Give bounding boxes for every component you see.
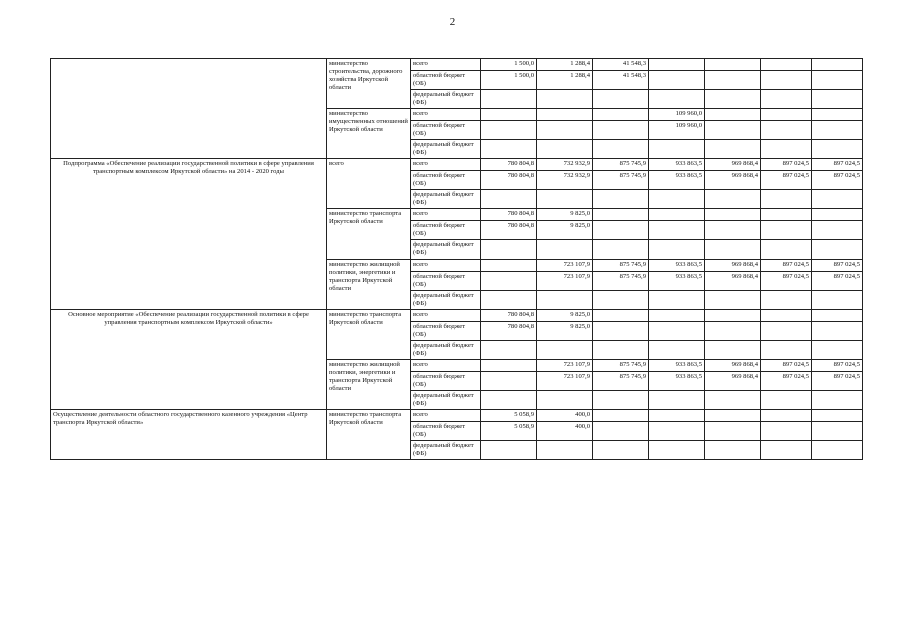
amount-cell [649, 59, 705, 71]
funding-source-cell: всего [411, 109, 481, 121]
amount-cell: 5 058,9 [481, 409, 537, 421]
executor-cell: министерство жилищной политики, энергетики и транспорта Иркутской области [327, 259, 411, 309]
amount-cell [761, 221, 812, 240]
funding-source-cell: областной бюджет (ОБ) [411, 71, 481, 90]
amount-cell: 723 107,9 [537, 271, 593, 290]
page-number: 2 [449, 16, 456, 28]
amount-cell [812, 409, 863, 421]
amount-cell [649, 190, 705, 209]
amount-cell [593, 221, 649, 240]
amount-cell [705, 390, 761, 409]
amount-cell [649, 421, 705, 440]
funding-source-cell: федеральный бюджет (ФБ) [411, 140, 481, 159]
amount-cell [649, 390, 705, 409]
amount-cell [537, 290, 593, 309]
amount-cell: 875 745,9 [593, 371, 649, 390]
amount-cell [812, 309, 863, 321]
amount-cell: 41 548,3 [593, 59, 649, 71]
amount-cell [705, 321, 761, 340]
amount-cell [761, 321, 812, 340]
amount-cell [812, 71, 863, 90]
amount-cell [481, 90, 537, 109]
amount-cell: 897 024,5 [812, 371, 863, 390]
amount-cell [537, 90, 593, 109]
funding-source-cell: федеральный бюджет (ФБ) [411, 240, 481, 259]
amount-cell: 875 745,9 [593, 359, 649, 371]
amount-cell: 780 804,8 [481, 221, 537, 240]
amount-cell [537, 190, 593, 209]
amount-cell [705, 121, 761, 140]
amount-cell [481, 390, 537, 409]
amount-cell [593, 121, 649, 140]
amount-cell [481, 140, 537, 159]
amount-cell [705, 309, 761, 321]
program-name-cell: Осуществление деятельности областного государственного казенного учреждения «Центр транспорта Иркутской области» [51, 409, 327, 459]
amount-cell [812, 59, 863, 71]
funding-source-cell: федеральный бюджет (ФБ) [411, 90, 481, 109]
amount-cell [649, 221, 705, 240]
amount-cell: 933 863,5 [649, 359, 705, 371]
amount-cell [761, 421, 812, 440]
amount-cell [761, 109, 812, 121]
amount-cell [593, 409, 649, 421]
amount-cell [812, 340, 863, 359]
amount-cell: 897 024,5 [812, 171, 863, 190]
amount-cell [761, 390, 812, 409]
amount-cell [705, 421, 761, 440]
amount-cell [537, 109, 593, 121]
amount-cell [705, 409, 761, 421]
amount-cell [481, 340, 537, 359]
amount-cell [649, 140, 705, 159]
amount-cell: 969 868,4 [705, 359, 761, 371]
amount-cell: 969 868,4 [705, 171, 761, 190]
amount-cell [649, 290, 705, 309]
amount-cell [761, 409, 812, 421]
funding-source-cell: федеральный бюджет (ФБ) [411, 390, 481, 409]
funding-source-cell: областной бюджет (ОБ) [411, 321, 481, 340]
amount-cell [812, 140, 863, 159]
amount-cell [812, 90, 863, 109]
amount-cell [812, 390, 863, 409]
amount-cell [705, 140, 761, 159]
table-row [51, 409, 863, 421]
table-row [51, 59, 863, 71]
amount-cell [705, 440, 761, 459]
amount-cell [649, 240, 705, 259]
executor-cell: министерство жилищной политики, энергетики и транспорта Иркутской области [327, 359, 411, 409]
amount-cell: 780 804,8 [481, 159, 537, 171]
amount-cell: 933 863,5 [649, 259, 705, 271]
amount-cell: 1 288,4 [537, 71, 593, 90]
amount-cell: 41 548,3 [593, 71, 649, 90]
amount-cell [481, 259, 537, 271]
amount-cell [705, 340, 761, 359]
amount-cell [761, 340, 812, 359]
funding-source-cell: всего [411, 159, 481, 171]
funding-source-cell: областной бюджет (ОБ) [411, 171, 481, 190]
amount-cell [649, 71, 705, 90]
amount-cell: 723 107,9 [537, 359, 593, 371]
amount-cell [649, 309, 705, 321]
executor-cell: министерство транспорта Иркутской области [327, 209, 411, 259]
amount-cell: 969 868,4 [705, 271, 761, 290]
amount-cell [705, 221, 761, 240]
amount-cell [812, 221, 863, 240]
amount-cell [593, 421, 649, 440]
table-row [51, 159, 863, 171]
amount-cell [761, 240, 812, 259]
amount-cell: 780 804,8 [481, 171, 537, 190]
funding-source-cell: областной бюджет (ОБ) [411, 271, 481, 290]
amount-cell: 1 500,0 [481, 59, 537, 71]
amount-cell [705, 109, 761, 121]
amount-cell [761, 209, 812, 221]
amount-cell: 969 868,4 [705, 159, 761, 171]
amount-cell [481, 190, 537, 209]
amount-cell [761, 121, 812, 140]
amount-cell [593, 90, 649, 109]
amount-cell [593, 240, 649, 259]
amount-cell: 897 024,5 [761, 359, 812, 371]
amount-cell [537, 121, 593, 140]
amount-cell [761, 190, 812, 209]
amount-cell: 897 024,5 [812, 271, 863, 290]
amount-cell [812, 290, 863, 309]
amount-cell [649, 321, 705, 340]
amount-cell [593, 340, 649, 359]
funding-source-cell: федеральный бюджет (ФБ) [411, 190, 481, 209]
amount-cell: 897 024,5 [812, 359, 863, 371]
executor-cell: министерство транспорта Иркутской области [327, 409, 411, 459]
executor-cell: министерство строительства, дорожного хозяйства Иркутской области [327, 59, 411, 109]
table-body [51, 59, 863, 460]
amount-cell: 897 024,5 [761, 159, 812, 171]
amount-cell: 969 868,4 [705, 371, 761, 390]
amount-cell: 9 825,0 [537, 321, 593, 340]
amount-cell [761, 140, 812, 159]
amount-cell: 933 863,5 [649, 371, 705, 390]
funding-source-cell: областной бюджет (ОБ) [411, 421, 481, 440]
amount-cell: 897 024,5 [761, 271, 812, 290]
amount-cell [593, 109, 649, 121]
amount-cell: 897 024,5 [761, 371, 812, 390]
amount-cell: 9 825,0 [537, 209, 593, 221]
executor-cell: всего [327, 159, 411, 209]
amount-cell: 933 863,5 [649, 271, 705, 290]
amount-cell: 875 745,9 [593, 159, 649, 171]
amount-cell: 897 024,5 [761, 259, 812, 271]
funding-source-cell: всего [411, 359, 481, 371]
amount-cell [537, 390, 593, 409]
funding-source-cell: областной бюджет (ОБ) [411, 221, 481, 240]
amount-cell [593, 290, 649, 309]
amount-cell: 897 024,5 [812, 259, 863, 271]
amount-cell [705, 59, 761, 71]
funding-source-cell: всего [411, 259, 481, 271]
amount-cell: 9 825,0 [537, 221, 593, 240]
amount-cell: 875 745,9 [593, 259, 649, 271]
funding-source-cell: всего [411, 209, 481, 221]
amount-cell: 875 745,9 [593, 271, 649, 290]
amount-cell [481, 240, 537, 259]
funding-source-cell: федеральный бюджет (ФБ) [411, 290, 481, 309]
amount-cell [705, 90, 761, 109]
amount-cell [593, 309, 649, 321]
amount-cell [705, 209, 761, 221]
amount-cell [593, 209, 649, 221]
amount-cell [481, 359, 537, 371]
amount-cell [761, 290, 812, 309]
amount-cell [481, 271, 537, 290]
amount-cell: 9 825,0 [537, 309, 593, 321]
amount-cell: 732 932,9 [537, 159, 593, 171]
amount-cell [481, 109, 537, 121]
program-name-cell: Подпрограмма «Обеспечение реализации государственной политики в сфере управления транспортным комплексом Иркутской области» на 2014 - 2020 годы [51, 159, 327, 309]
amount-cell [537, 440, 593, 459]
amount-cell [481, 121, 537, 140]
funding-source-cell: федеральный бюджет (ФБ) [411, 440, 481, 459]
program-name-cell [51, 59, 327, 159]
program-name-cell: Основное мероприятие «Обеспечение реализации государственной политики в сфере управления транспортным комплексом Иркутской области» [51, 309, 327, 409]
amount-cell [705, 71, 761, 90]
amount-cell [649, 90, 705, 109]
amount-cell [537, 240, 593, 259]
amount-cell [649, 440, 705, 459]
funding-source-cell: всего [411, 59, 481, 71]
amount-cell: 400,0 [537, 409, 593, 421]
table-row [51, 309, 863, 321]
amount-cell [812, 209, 863, 221]
amount-cell: 969 868,4 [705, 259, 761, 271]
amount-cell [761, 90, 812, 109]
amount-cell [593, 140, 649, 159]
amount-cell [593, 440, 649, 459]
amount-cell [649, 409, 705, 421]
amount-cell [481, 371, 537, 390]
amount-cell: 1 500,0 [481, 71, 537, 90]
amount-cell [649, 340, 705, 359]
amount-cell [593, 390, 649, 409]
amount-cell [537, 340, 593, 359]
amount-cell [812, 240, 863, 259]
amount-cell: 780 804,8 [481, 209, 537, 221]
amount-cell: 723 107,9 [537, 259, 593, 271]
executor-cell: министерство транспорта Иркутской области [327, 309, 411, 359]
amount-cell [705, 290, 761, 309]
funding-source-cell: областной бюджет (ОБ) [411, 121, 481, 140]
amount-cell [705, 190, 761, 209]
amount-cell: 723 107,9 [537, 371, 593, 390]
budget-table [50, 58, 863, 460]
amount-cell [761, 59, 812, 71]
amount-cell: 780 804,8 [481, 309, 537, 321]
amount-cell [812, 440, 863, 459]
amount-cell [649, 209, 705, 221]
amount-cell: 897 024,5 [761, 171, 812, 190]
amount-cell [761, 71, 812, 90]
amount-cell: 5 058,9 [481, 421, 537, 440]
amount-cell: 780 804,8 [481, 321, 537, 340]
amount-cell [705, 240, 761, 259]
amount-cell: 732 932,9 [537, 171, 593, 190]
amount-cell: 933 863,5 [649, 159, 705, 171]
amount-cell [812, 321, 863, 340]
amount-cell: 109 960,0 [649, 121, 705, 140]
amount-cell: 875 745,9 [593, 171, 649, 190]
amount-cell [593, 190, 649, 209]
amount-cell [481, 440, 537, 459]
executor-cell: министерство имущественных отношений Иркутской области [327, 109, 411, 159]
amount-cell: 897 024,5 [812, 159, 863, 171]
amount-cell [761, 309, 812, 321]
funding-source-cell: федеральный бюджет (ФБ) [411, 340, 481, 359]
amount-cell [761, 440, 812, 459]
funding-source-cell: всего [411, 309, 481, 321]
amount-cell: 400,0 [537, 421, 593, 440]
amount-cell: 1 288,4 [537, 59, 593, 71]
amount-cell [537, 140, 593, 159]
amount-cell [812, 190, 863, 209]
amount-cell [593, 321, 649, 340]
funding-source-cell: всего [411, 409, 481, 421]
amount-cell [812, 121, 863, 140]
funding-source-cell: областной бюджет (ОБ) [411, 371, 481, 390]
amount-cell [481, 290, 537, 309]
amount-cell: 933 863,5 [649, 171, 705, 190]
amount-cell [812, 109, 863, 121]
amount-cell [812, 421, 863, 440]
amount-cell: 109 960,0 [649, 109, 705, 121]
